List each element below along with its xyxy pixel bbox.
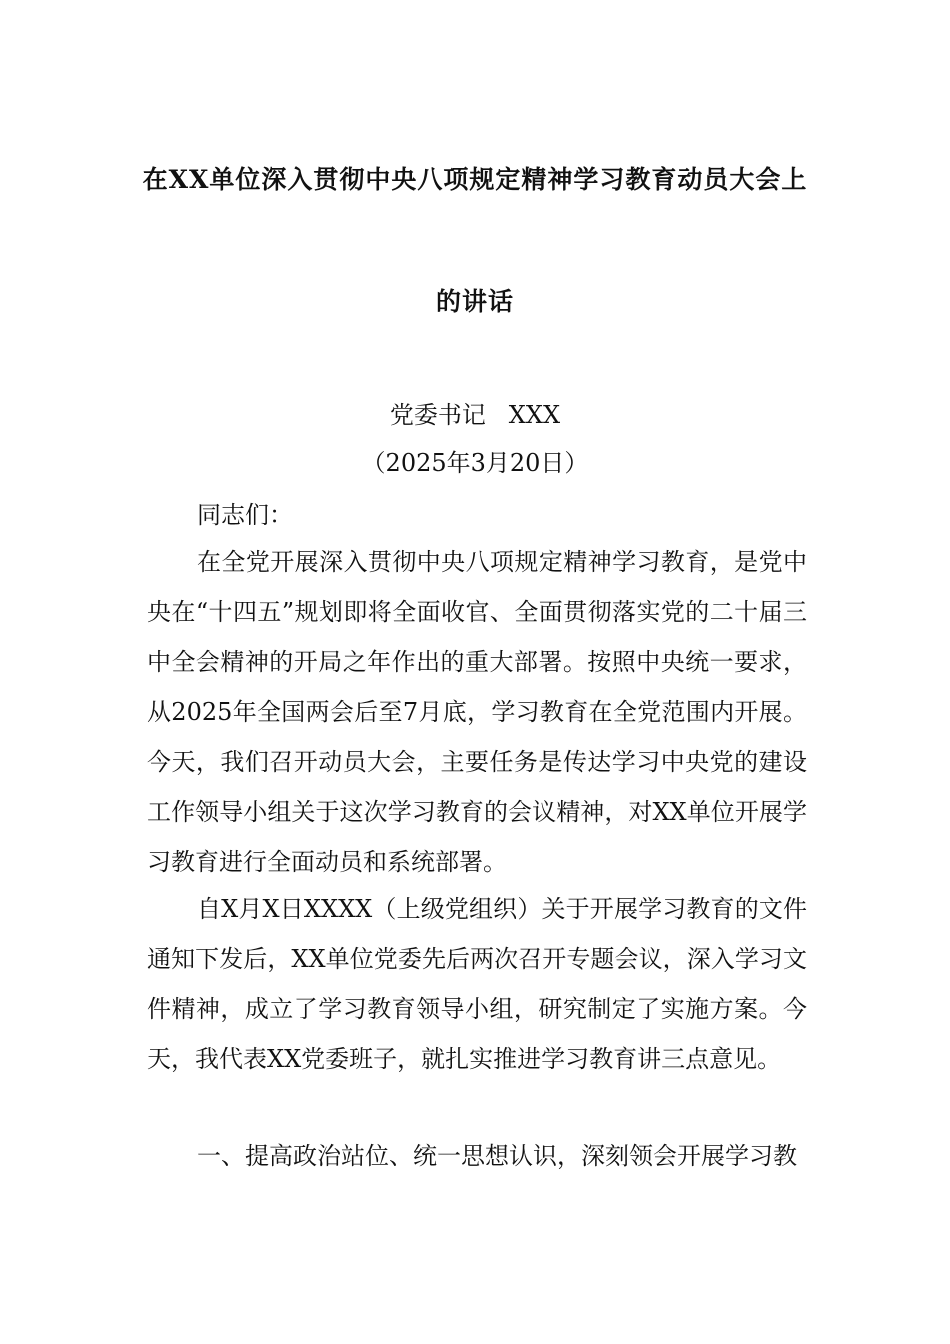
document-title-line-1: 在XX单位深入贯彻中央八项规定精神学习教育动员大会上 bbox=[142, 165, 808, 194]
date-line: （2025年3月20日） bbox=[361, 449, 589, 477]
body-paragraph-1: 在全党开展深入贯彻中央八项规定精神学习教育，是党中央在“十四五”规划即将全面收官、全面贯彻落实党的二十届三中全会精神的开局之年作出的重大部署。按照中央统一要求，从2025年全国两会后至7月底，学习教育在全党范围内开展。今天，我们召开动员大会，主要任务是传达学习中央党的建设工作领导小组关于这次学习教育的会议精神，对XX单位开展学习教育进行全面动员和系统部署。 bbox=[147, 548, 807, 876]
salutation: 同志们： bbox=[197, 501, 293, 529]
section-heading-1: 一、提高政治站位、统一思想认识，深刻领会开展学习教 bbox=[197, 1142, 797, 1170]
body-paragraph-2: 自X月X日XXXX（上级党组织）关于开展学习教育的文件通知下发后，XX单位党委先后两次召开专题会议，深入学习文件精神，成立了学习教育领导小组，研究制定了实施方案。今天，我代表XX党委班子，就扎实推进学习教育讲三点意见。 bbox=[147, 895, 807, 1073]
author-line: 党委书记 XXX bbox=[389, 401, 561, 429]
document-title-line-2: 的讲话 bbox=[435, 287, 514, 316]
